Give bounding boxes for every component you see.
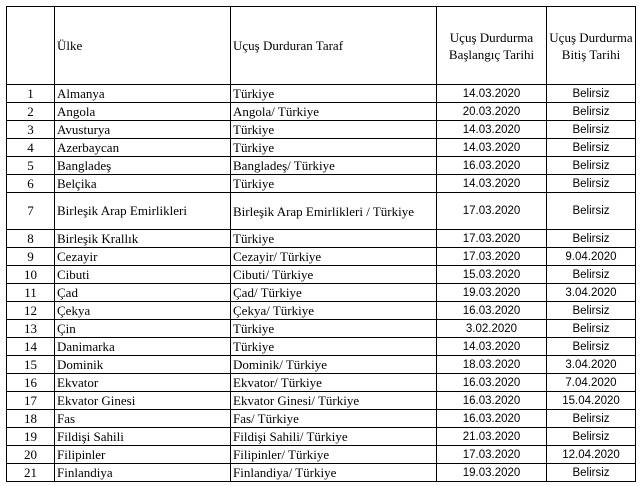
- cell-end-date: Belirsiz: [547, 464, 636, 482]
- cell-no: 1: [7, 85, 55, 103]
- cell-end-date: Belirsiz: [547, 410, 636, 428]
- cell-party: Türkiye: [231, 85, 437, 103]
- cell-party: Filipinler/ Türkiye: [231, 446, 437, 464]
- cell-party: Türkiye: [231, 320, 437, 338]
- cell-end-date: 3.04.2020: [547, 284, 636, 302]
- cell-start-date: 14.03.2020: [437, 85, 547, 103]
- cell-no: 4: [7, 139, 55, 157]
- table-row: [7, 157, 636, 175]
- table-row: [7, 284, 636, 302]
- cell-country: Fas: [55, 410, 231, 428]
- cell-start-date: 19.03.2020: [437, 464, 547, 482]
- table-row: [7, 446, 636, 464]
- header-country: Ülke: [55, 7, 231, 85]
- table-row: [7, 103, 636, 121]
- cell-end-date: Belirsiz: [547, 302, 636, 320]
- cell-start-date: 16.03.2020: [437, 302, 547, 320]
- table-row: [7, 248, 636, 266]
- cell-no: 2: [7, 103, 55, 121]
- cell-start-date: 14.03.2020: [437, 139, 547, 157]
- cell-no: 13: [7, 320, 55, 338]
- header-end-date: Uçuş Durdurma Bitiş Tarihi: [547, 7, 636, 85]
- cell-country: Almanya: [55, 85, 231, 103]
- table-row: [7, 266, 636, 284]
- cell-party: Finlandiya/ Türkiye: [231, 464, 437, 482]
- cell-no: 7: [7, 193, 55, 230]
- table-row: [7, 356, 636, 374]
- cell-party: Fildişi Sahili/ Türkiye: [231, 428, 437, 446]
- cell-no: 17: [7, 392, 55, 410]
- cell-no: 6: [7, 175, 55, 193]
- cell-party: Türkiye: [231, 338, 437, 356]
- cell-country: Angola: [55, 103, 231, 121]
- cell-end-date: Belirsiz: [547, 193, 636, 230]
- cell-start-date: 14.03.2020: [437, 175, 547, 193]
- cell-end-date: Belirsiz: [547, 230, 636, 248]
- cell-end-date: Belirsiz: [547, 121, 636, 139]
- cell-country: Dominik: [55, 356, 231, 374]
- cell-no: 11: [7, 284, 55, 302]
- cell-party: Fas/ Türkiye: [231, 410, 437, 428]
- cell-no: 15: [7, 356, 55, 374]
- cell-end-date: Belirsiz: [547, 103, 636, 121]
- cell-party: Angola/ Türkiye: [231, 103, 437, 121]
- cell-end-date: Belirsiz: [547, 338, 636, 356]
- cell-no: 14: [7, 338, 55, 356]
- cell-country: Çekya: [55, 302, 231, 320]
- cell-country: Fildişi Sahili: [55, 428, 231, 446]
- table-row: [7, 193, 636, 230]
- cell-end-date: Belirsiz: [547, 320, 636, 338]
- cell-start-date: 17.03.2020: [437, 248, 547, 266]
- header-start-date: Uçuş Durdurma Başlangıç Tarihi: [437, 7, 547, 85]
- cell-country: Cibuti: [55, 266, 231, 284]
- cell-start-date: 16.03.2020: [437, 392, 547, 410]
- cell-end-date: Belirsiz: [547, 157, 636, 175]
- cell-no: 9: [7, 248, 55, 266]
- cell-end-date: Belirsiz: [547, 175, 636, 193]
- cell-party: Bangladeş/ Türkiye: [231, 157, 437, 175]
- cell-end-date: Belirsiz: [547, 266, 636, 284]
- cell-start-date: 15.03.2020: [437, 266, 547, 284]
- cell-no: 12: [7, 302, 55, 320]
- cell-party: Birleşik Arap Emirlikleri / Türkiye: [231, 193, 437, 230]
- cell-country: Ekvator: [55, 374, 231, 392]
- table-row: [7, 230, 636, 248]
- cell-country: Ekvator Ginesi: [55, 392, 231, 410]
- cell-party: Ekvator/ Türkiye: [231, 374, 437, 392]
- cell-start-date: 16.03.2020: [437, 157, 547, 175]
- cell-start-date: 14.03.2020: [437, 338, 547, 356]
- cell-party: Çad/ Türkiye: [231, 284, 437, 302]
- cell-country: Cezayir: [55, 248, 231, 266]
- cell-start-date: 16.03.2020: [437, 374, 547, 392]
- cell-party: Çekya/ Türkiye: [231, 302, 437, 320]
- cell-country: Danimarka: [55, 338, 231, 356]
- table-row: [7, 85, 636, 103]
- cell-no: 3: [7, 121, 55, 139]
- cell-country: Azerbaycan: [55, 139, 231, 157]
- cell-start-date: 3.02.2020: [437, 320, 547, 338]
- cell-start-date: 20.03.2020: [437, 103, 547, 121]
- cell-no: 20: [7, 446, 55, 464]
- cell-party: Türkiye: [231, 121, 437, 139]
- cell-party: Cibuti/ Türkiye: [231, 266, 437, 284]
- table-row: [7, 410, 636, 428]
- table-row: [7, 121, 636, 139]
- cell-country: Finlandiya: [55, 464, 231, 482]
- table-row: [7, 464, 636, 482]
- cell-party: Dominik/ Türkiye: [231, 356, 437, 374]
- cell-no: 16: [7, 374, 55, 392]
- cell-start-date: 14.03.2020: [437, 121, 547, 139]
- cell-party: Cezayir/ Türkiye: [231, 248, 437, 266]
- cell-no: 21: [7, 464, 55, 482]
- cell-country: Avusturya: [55, 121, 231, 139]
- cell-start-date: 17.03.2020: [437, 446, 547, 464]
- cell-end-date: 15.04.2020: [547, 392, 636, 410]
- cell-start-date: 18.03.2020: [437, 356, 547, 374]
- cell-no: 19: [7, 428, 55, 446]
- header-row: [7, 7, 636, 85]
- table-row: [7, 374, 636, 392]
- cell-start-date: 19.03.2020: [437, 284, 547, 302]
- cell-party: Ekvator Ginesi/ Türkiye: [231, 392, 437, 410]
- cell-end-date: 3.04.2020: [547, 356, 636, 374]
- cell-end-date: 9.04.2020: [547, 248, 636, 266]
- table-row: [7, 320, 636, 338]
- cell-country: Çad: [55, 284, 231, 302]
- table-row: [7, 428, 636, 446]
- cell-party: Türkiye: [231, 175, 437, 193]
- cell-country: Birleşik Krallık: [55, 230, 231, 248]
- cell-country: Çin: [55, 320, 231, 338]
- cell-start-date: 21.03.2020: [437, 428, 547, 446]
- table-row: [7, 302, 636, 320]
- cell-no: 8: [7, 230, 55, 248]
- cell-no: 5: [7, 157, 55, 175]
- table-row: [7, 392, 636, 410]
- flight-suspension-table: [6, 6, 636, 482]
- cell-country: Belçika: [55, 175, 231, 193]
- cell-country: Bangladeş: [55, 157, 231, 175]
- cell-end-date: 7.04.2020: [547, 374, 636, 392]
- cell-end-date: 12.04.2020: [547, 446, 636, 464]
- cell-country: Filipinler: [55, 446, 231, 464]
- cell-no: 18: [7, 410, 55, 428]
- table-row: [7, 338, 636, 356]
- cell-end-date: Belirsiz: [547, 428, 636, 446]
- header-no: [7, 7, 55, 85]
- table-row: [7, 139, 636, 157]
- cell-party: Türkiye: [231, 139, 437, 157]
- cell-end-date: Belirsiz: [547, 139, 636, 157]
- cell-start-date: 17.03.2020: [437, 193, 547, 230]
- table-row: [7, 175, 636, 193]
- header-party: Uçuş Durduran Taraf: [231, 7, 437, 85]
- cell-no: 10: [7, 266, 55, 284]
- cell-party: Türkiye: [231, 230, 437, 248]
- cell-start-date: 17.03.2020: [437, 230, 547, 248]
- cell-country: Birleşik Arap Emirlikleri: [55, 193, 231, 230]
- cell-start-date: 16.03.2020: [437, 410, 547, 428]
- cell-end-date: Belirsiz: [547, 85, 636, 103]
